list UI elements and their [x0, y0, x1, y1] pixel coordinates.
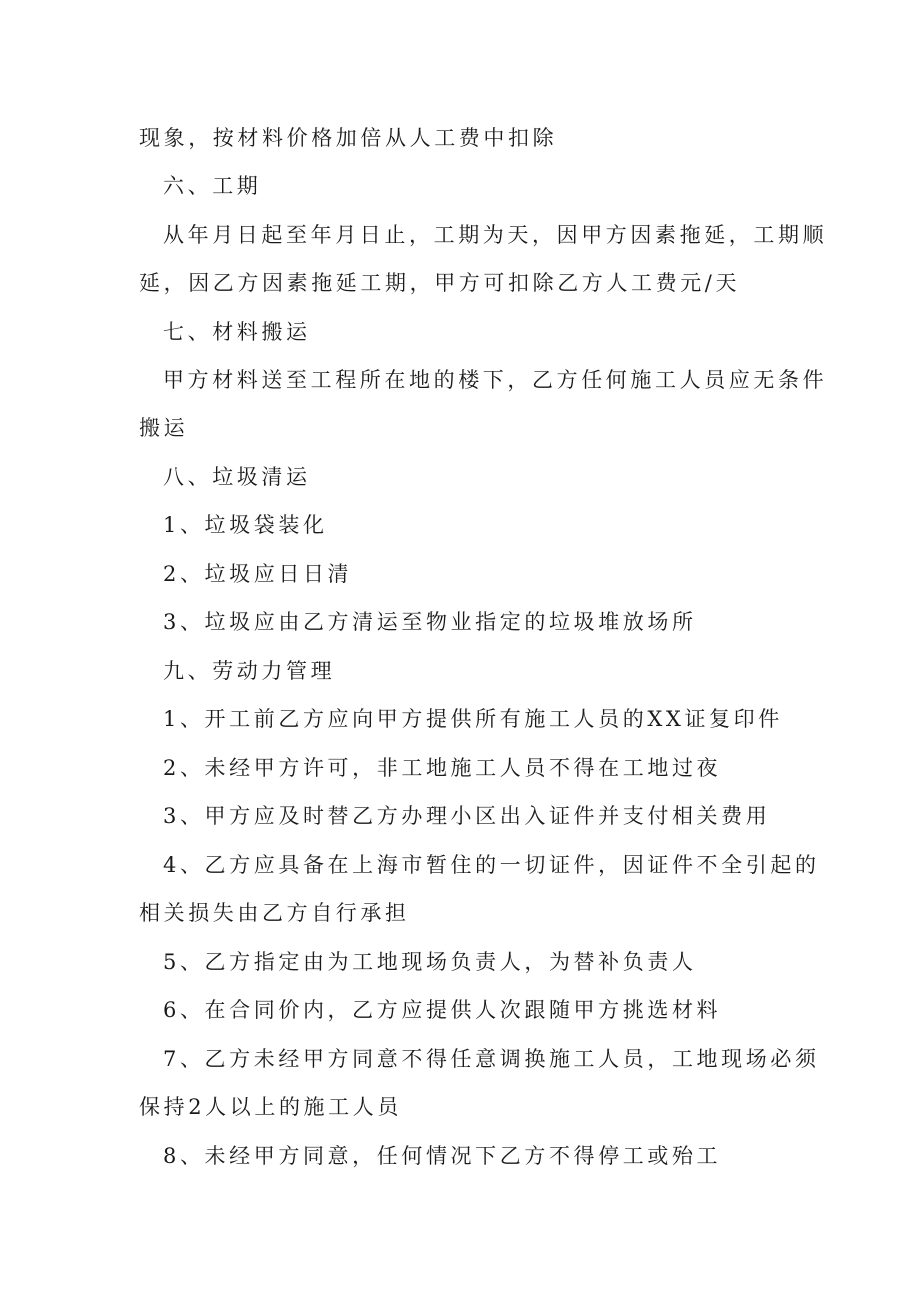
- section-heading-labor-management: 九、劳动力管理: [163, 659, 336, 683]
- list-item-continuation: 保持2人以上的施工人员: [139, 1095, 402, 1119]
- section-heading-material-transport: 七、材料搬运: [163, 320, 311, 344]
- list-item: 2、未经甲方许可，非工地施工人员不得在工地过夜: [163, 756, 722, 780]
- text-line: 搬运: [139, 416, 189, 440]
- section-heading-waste-removal: 八、垃圾清运: [163, 465, 311, 489]
- text-line: 延，因乙方因素拖延工期，甲方可扣除乙方人工费元/天: [139, 271, 741, 295]
- list-item: 1、垃圾袋装化: [163, 513, 328, 537]
- list-item: 4、乙方应具备在上海市暂住的一切证件，因证件不全引起的: [163, 853, 820, 877]
- list-item: 2、垃圾应日日清: [163, 562, 353, 586]
- list-item: 6、在合同价内，乙方应提供人次跟随甲方挑选材料: [163, 998, 722, 1022]
- list-item: 3、甲方应及时替乙方办理小区出入证件并支付相关费用: [163, 804, 771, 828]
- list-item: 1、开工前乙方应向甲方提供所有施工人员的XX证复印件: [163, 707, 783, 731]
- list-item: 5、乙方指定由为工地现场负责人，为替补负责人: [163, 950, 697, 974]
- list-item: 7、乙方未经甲方同意不得任意调换施工人员，工地现场必须: [163, 1047, 820, 1071]
- list-item: 8、未经甲方同意，任何情况下乙方不得停工或殆工: [163, 1144, 722, 1168]
- section-heading-schedule: 六、工期: [163, 174, 262, 198]
- list-item-continuation: 相关损失由乙方自行承担: [139, 901, 410, 925]
- list-item: 3、垃圾应由乙方清运至物业指定的垃圾堆放场所: [163, 610, 697, 634]
- text-line: 甲方材料送至工程所在地的楼下，乙方任何施工人员应无条件: [163, 368, 828, 392]
- text-line: 现象，按材料价格加倍从人工费中扣除: [139, 126, 558, 150]
- text-line: 从年月日起至年月日止，工期为天，因甲方因素拖延，工期顺: [163, 223, 828, 247]
